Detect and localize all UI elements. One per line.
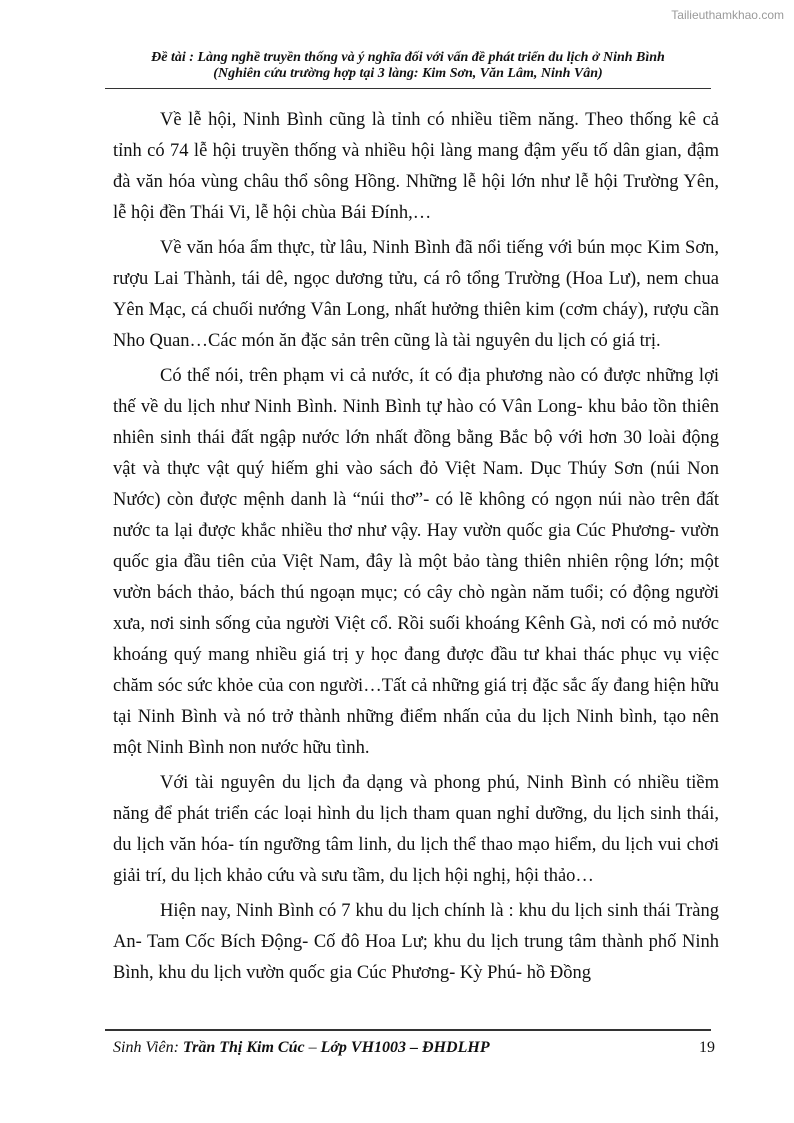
watermark: Tailieuthamkhao.com <box>671 8 784 22</box>
paragraph: Hiện nay, Ninh Bình có 7 khu du lịch chính là : khu du lịch sinh thái Tràng An- Tam Cốc Bích Động- Cố đô Hoa Lư; khu du lịch trung tâm thành phố Ninh Bình, khu du lịch vườn quốc gia Cúc Phương- Kỳ Phú- hồ Đồng <box>113 901 719 983</box>
page-number: 19 <box>699 1039 715 1056</box>
body-text <box>113 105 719 993</box>
page-header <box>105 50 711 82</box>
paragraph: Về lễ hội, Ninh Bình cũng là tỉnh có nhiều tiềm năng. Theo thống kê cả tỉnh có 74 lễ hội truyền thống và nhiều hội làng mang đậm yếu tố dân gian, đậm đà văn hóa vùng châu thổ sông Hồng. Những lễ hội lớn như lễ hội Trường Yên, lễ hội đền Thái Vi, lễ hội chùa Bái Đính,… <box>113 110 719 223</box>
header-title: Đề tài : Làng nghề truyền thống và ý nghĩa đối với vấn đề phát triển du lịch ở Ninh Bình <box>151 50 665 65</box>
footer-class: Lớp VH1003 – ĐHDLHP <box>320 1039 490 1056</box>
footer-dash: – <box>304 1039 321 1056</box>
header-divider <box>105 88 711 89</box>
paragraph: Về văn hóa ẩm thực, từ lâu, Ninh Bình đã nổi tiếng với bún mọc Kim Sơn, rượu Lai Thành, tái dê, ngọc dương tửu, cá rô tổng Trường (Hoa Lư), nem chua Yên Mạc, cá chuối nướng Vân Long, nhất hưởng thiên kim (cơm cháy), rượu cần Nho Quan…Các món ăn đặc sản trên cũng là tài nguyên du lịch có giá trị. <box>113 238 719 351</box>
footer-student-name: Trần Thị Kim Cúc <box>182 1039 305 1056</box>
paragraph: Với tài nguyên du lịch đa dạng và phong phú, Ninh Bình có nhiều tiềm năng để phát triển các loại hình du lịch tham quan nghỉ dưỡng, du lịch sinh thái, du lịch văn hóa- tín ngưỡng tâm linh, du lịch thể thao mạo hiểm, du lịch vui chơi giải trí, du lịch khảo cứu và sưu tầm, du lịch hội nghị, hội thảo… <box>113 773 719 886</box>
page-footer <box>113 1039 715 1057</box>
paragraph: Có thể nói, trên phạm vi cả nước, ít có địa phương nào có được những lợi thế về du lịch như Ninh Bình. Ninh Bình tự hào có Vân Long- khu bảo tồn thiên nhiên sinh thái đất ngập nước lớn nhất đồng bằng Bắc bộ với hơn 30 loài động vật và thực vật quý hiếm ghi vào sách đỏ Việt Nam. Dục Thúy Sơn (núi Non Nước) còn được mệnh danh là “núi thơ”- có lẽ không có ngọn núi nào trên đất nước ta lại được khắc nhiều thơ như vậy. Hay vườn quốc gia Cúc Phương- vườn quốc gia đầu tiên của Việt Nam, đây là một bảo tàng thiên nhiên rộng lớn; một vườn bách thảo, bách thú ngoạn mục; có cây chò ngàn năm tuổi; có động người xưa, nơi sinh sống của người Việt cổ. Rồi suối khoáng Kênh Gà, nơi có mỏ nước khoáng quý mang nhiều giá trị y học đang được đầu tư khai thác phục vụ việc chăm sóc sức khỏe của con người…Tất cả những giá trị đặc sắc ấy đang hiện hữu tại Ninh Bình và nó trở thành những điểm nhấn của du lịch Ninh bình, tạo nên một Ninh Bình non nước hữu tình. <box>113 366 719 758</box>
header-subtitle: (Nghiên cứu trường hợp tại 3 làng: Kim Sơn, Văn Lâm, Ninh Vân) <box>213 66 603 81</box>
footer-divider <box>105 1029 711 1031</box>
footer-label: Sinh Viên: <box>113 1039 183 1056</box>
